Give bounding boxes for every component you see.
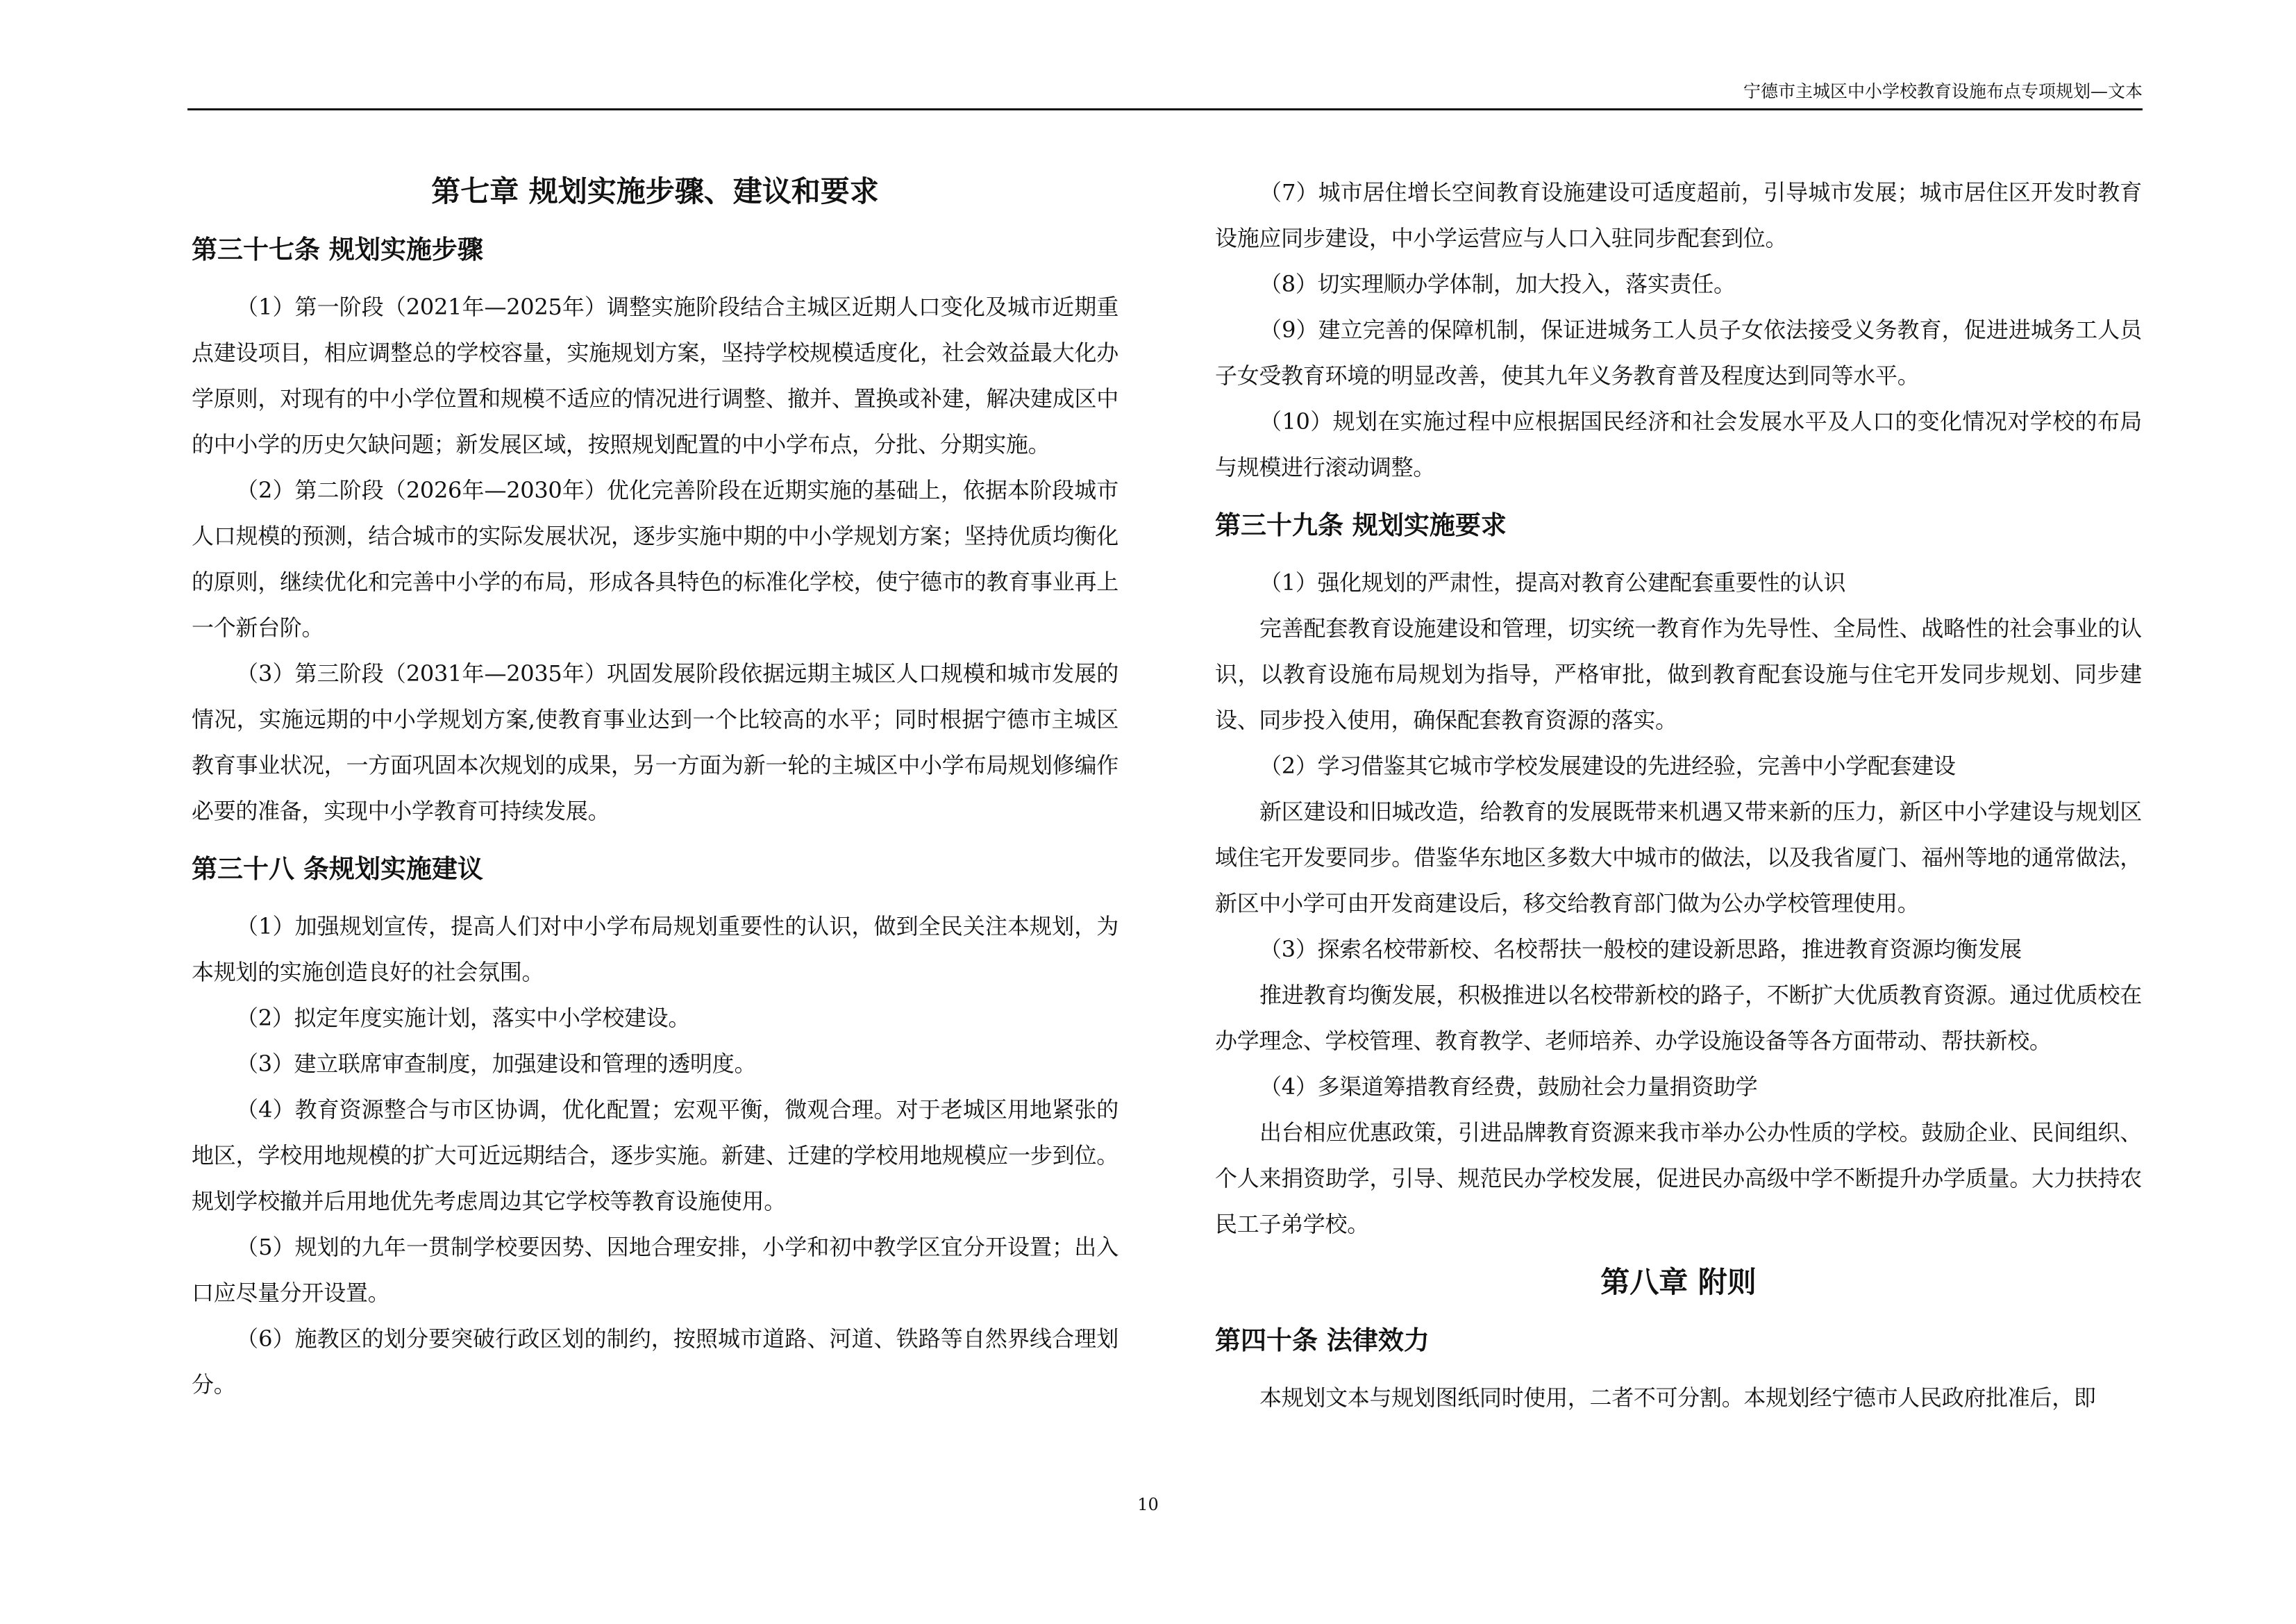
article-38-paragraph: （3）建立联席审查制度，加强建设和管理的透明度。 <box>236 1050 757 1077</box>
article-38-paragraph: （6）施教区的划分要突破行政区划的制约，按照城市道路、河道、铁路等自然界线合理划分。 <box>192 1325 1118 1398</box>
article-39-paragraph: 推进教育均衡发展，积极推进以名校带新校的路子，不断扩大优质教育资源。通过优质校在办学理念、学校管理、教育教学、老师培养、办学设施设备等各方面带动、帮扶新校。 <box>1215 982 2142 1054</box>
article-38-paragraph: （7）城市居住增长空间教育设施建设可适度超前，引导城市发展；城市居住区开发时教育设施应同步建设，中小学运营应与人口入驻同步配套到位。 <box>1215 179 2142 251</box>
article-38-paragraph: （4）教育资源整合与市区协调，优化配置；宏观平衡，微观合理。对于老城区用地紧张的地区，学校用地规模的扩大可近远期结合，逐步实施。新建、迁建的学校用地规模应一步到位。规划学校撤并后用地优先考虑周边其它学校等教育设施使用。 <box>192 1096 1118 1214</box>
header-title: 宁德市主城区中小学校教育设施布点专项规划—文本 <box>1743 81 2143 101</box>
article-39-paragraph: （2）学习借鉴其它城市学校发展建设的先进经验，完善中小学配套建设 <box>1259 753 1956 779</box>
article-38-paragraph: （8）切实理顺办学体制，加大投入，落实责任。 <box>1259 271 1736 297</box>
article-38-title: 第三十八 条规划实施建议 <box>192 853 483 884</box>
article-38-paragraph: （2）拟定年度实施计划，落实中小学校建设。 <box>236 1005 691 1031</box>
article-39-paragraph: 出台相应优惠政策，引进品牌教育资源来我市举办公办性质的学校。鼓励企业、民间组织、个人来捐资助学，引导、规范民办学校发展，促进民办高级中学不断提升办学质量。大力扶持农民工子弟学校。 <box>1215 1119 2142 1237</box>
article-37-paragraph: （2）第二阶段（2026年—2030年）优化完善阶段在近期实施的基础上，依据本阶段城市人口规模的预测，结合城市的实际发展状况，逐步实施中期的中小学规划方案；坚持优质均衡化的原则，继续优化和完善中小学的布局，形成各具特色的标准化学校，使宁德市的教育事业再上一个新台阶。 <box>192 477 1118 641</box>
article-37-paragraph: （3）第三阶段（2031年—2035年）巩固发展阶段依据远期主城区人口规模和城市发展的情况，实施远期的中小学规划方案,使教育事业达到一个比较高的水平；同时根据宁德市主城区教育事业状况，一方面巩固本次规划的成果，另一方面为新一轮的主城区中小学布局规划修编作必要的准备，实现中小学教育可持续发展。 <box>192 660 1118 824</box>
article-39-paragraph: （3）探索名校带新校、名校帮扶一般校的建设新思路，推进教育资源均衡发展 <box>1259 936 2022 962</box>
left-column <box>192 163 1118 1407</box>
right-column <box>1215 169 2142 1421</box>
article-40-title: 第四十条 法律效力 <box>1215 1325 1430 1355</box>
page-number: 10 <box>1137 1495 1159 1514</box>
article-39-paragraph: 新区建设和旧城改造，给教育的发展既带来机遇又带来新的压力，新区中小学建设与规划区域住宅开发要同步。借鉴华东地区多数大中城市的做法，以及我省厦门、福州等地的通常做法，新区中小学可由开发商建设后，移交给教育部门做为公办学校管理使用。 <box>1215 798 2142 916</box>
chapter-7-title: 第七章 规划实施步骤、建议和要求 <box>431 174 879 208</box>
article-40-paragraph: 本规划文本与规划图纸同时使用，二者不可分割。本规划经宁德市人民政府批准后，即 <box>1259 1384 2096 1411</box>
page-header <box>187 78 2143 110</box>
article-37-title: 第三十七条 规划实施步骤 <box>192 234 483 265</box>
article-38-paragraph: （10）规划在实施过程中应根据国民经济和社会发展水平及人口的变化情况对学校的布局与规模进行滚动调整。 <box>1215 408 2142 480</box>
article-39-paragraph: （1）强化规划的严肃性，提高对教育公建配套重要性的认识 <box>1259 569 1846 596</box>
article-39-paragraph: 完善配套教育设施建设和管理，切实统一教育作为先导性、全局性、战略性的社会事业的认识，以教育设施布局规划为指导，严格审批，做到教育配套设施与住宅开发同步规划、同步建设、同步投入使用，确保配套教育资源的落实。 <box>1215 615 2142 733</box>
article-38-paragraph: （5）规划的九年一贯制学校要因势、因地合理安排，小学和初中教学区宜分开设置；出入口应尽量分开设置。 <box>192 1234 1118 1306</box>
article-38-paragraph: （1）加强规划宣传，提高人们对中小学布局规划重要性的认识，做到全民关注本规划，为本规划的实施创造良好的社会氛围。 <box>192 913 1118 985</box>
chapter-8-title: 第八章 附则 <box>1600 1265 1757 1299</box>
article-39-paragraph: （4）多渠道筹措教育经费，鼓励社会力量捐资助学 <box>1259 1073 1758 1100</box>
article-39-title: 第三十九条 规划实施要求 <box>1215 510 1507 540</box>
article-37-paragraph: （1）第一阶段（2021年—2025年）调整实施阶段结合主城区近期人口变化及城市近期重点建设项目，相应调整总的学校容量，实施规划方案，坚持学校规模适度化，社会效益最大化办学原则，对现有的中小学位置和规模不适应的情况进行调整、撤并、置换或补建，解决建成区中的中小学的历史欠缺问题；新发展区域，按照规划配置的中小学布点，分批、分期实施。 <box>192 294 1118 458</box>
article-38-paragraph: （9）建立完善的保障机制，保证进城务工人员子女依法接受义务教育，促进进城务工人员子女受教育环境的明显改善，使其九年义务教育普及程度达到同等水平。 <box>1215 317 2142 389</box>
